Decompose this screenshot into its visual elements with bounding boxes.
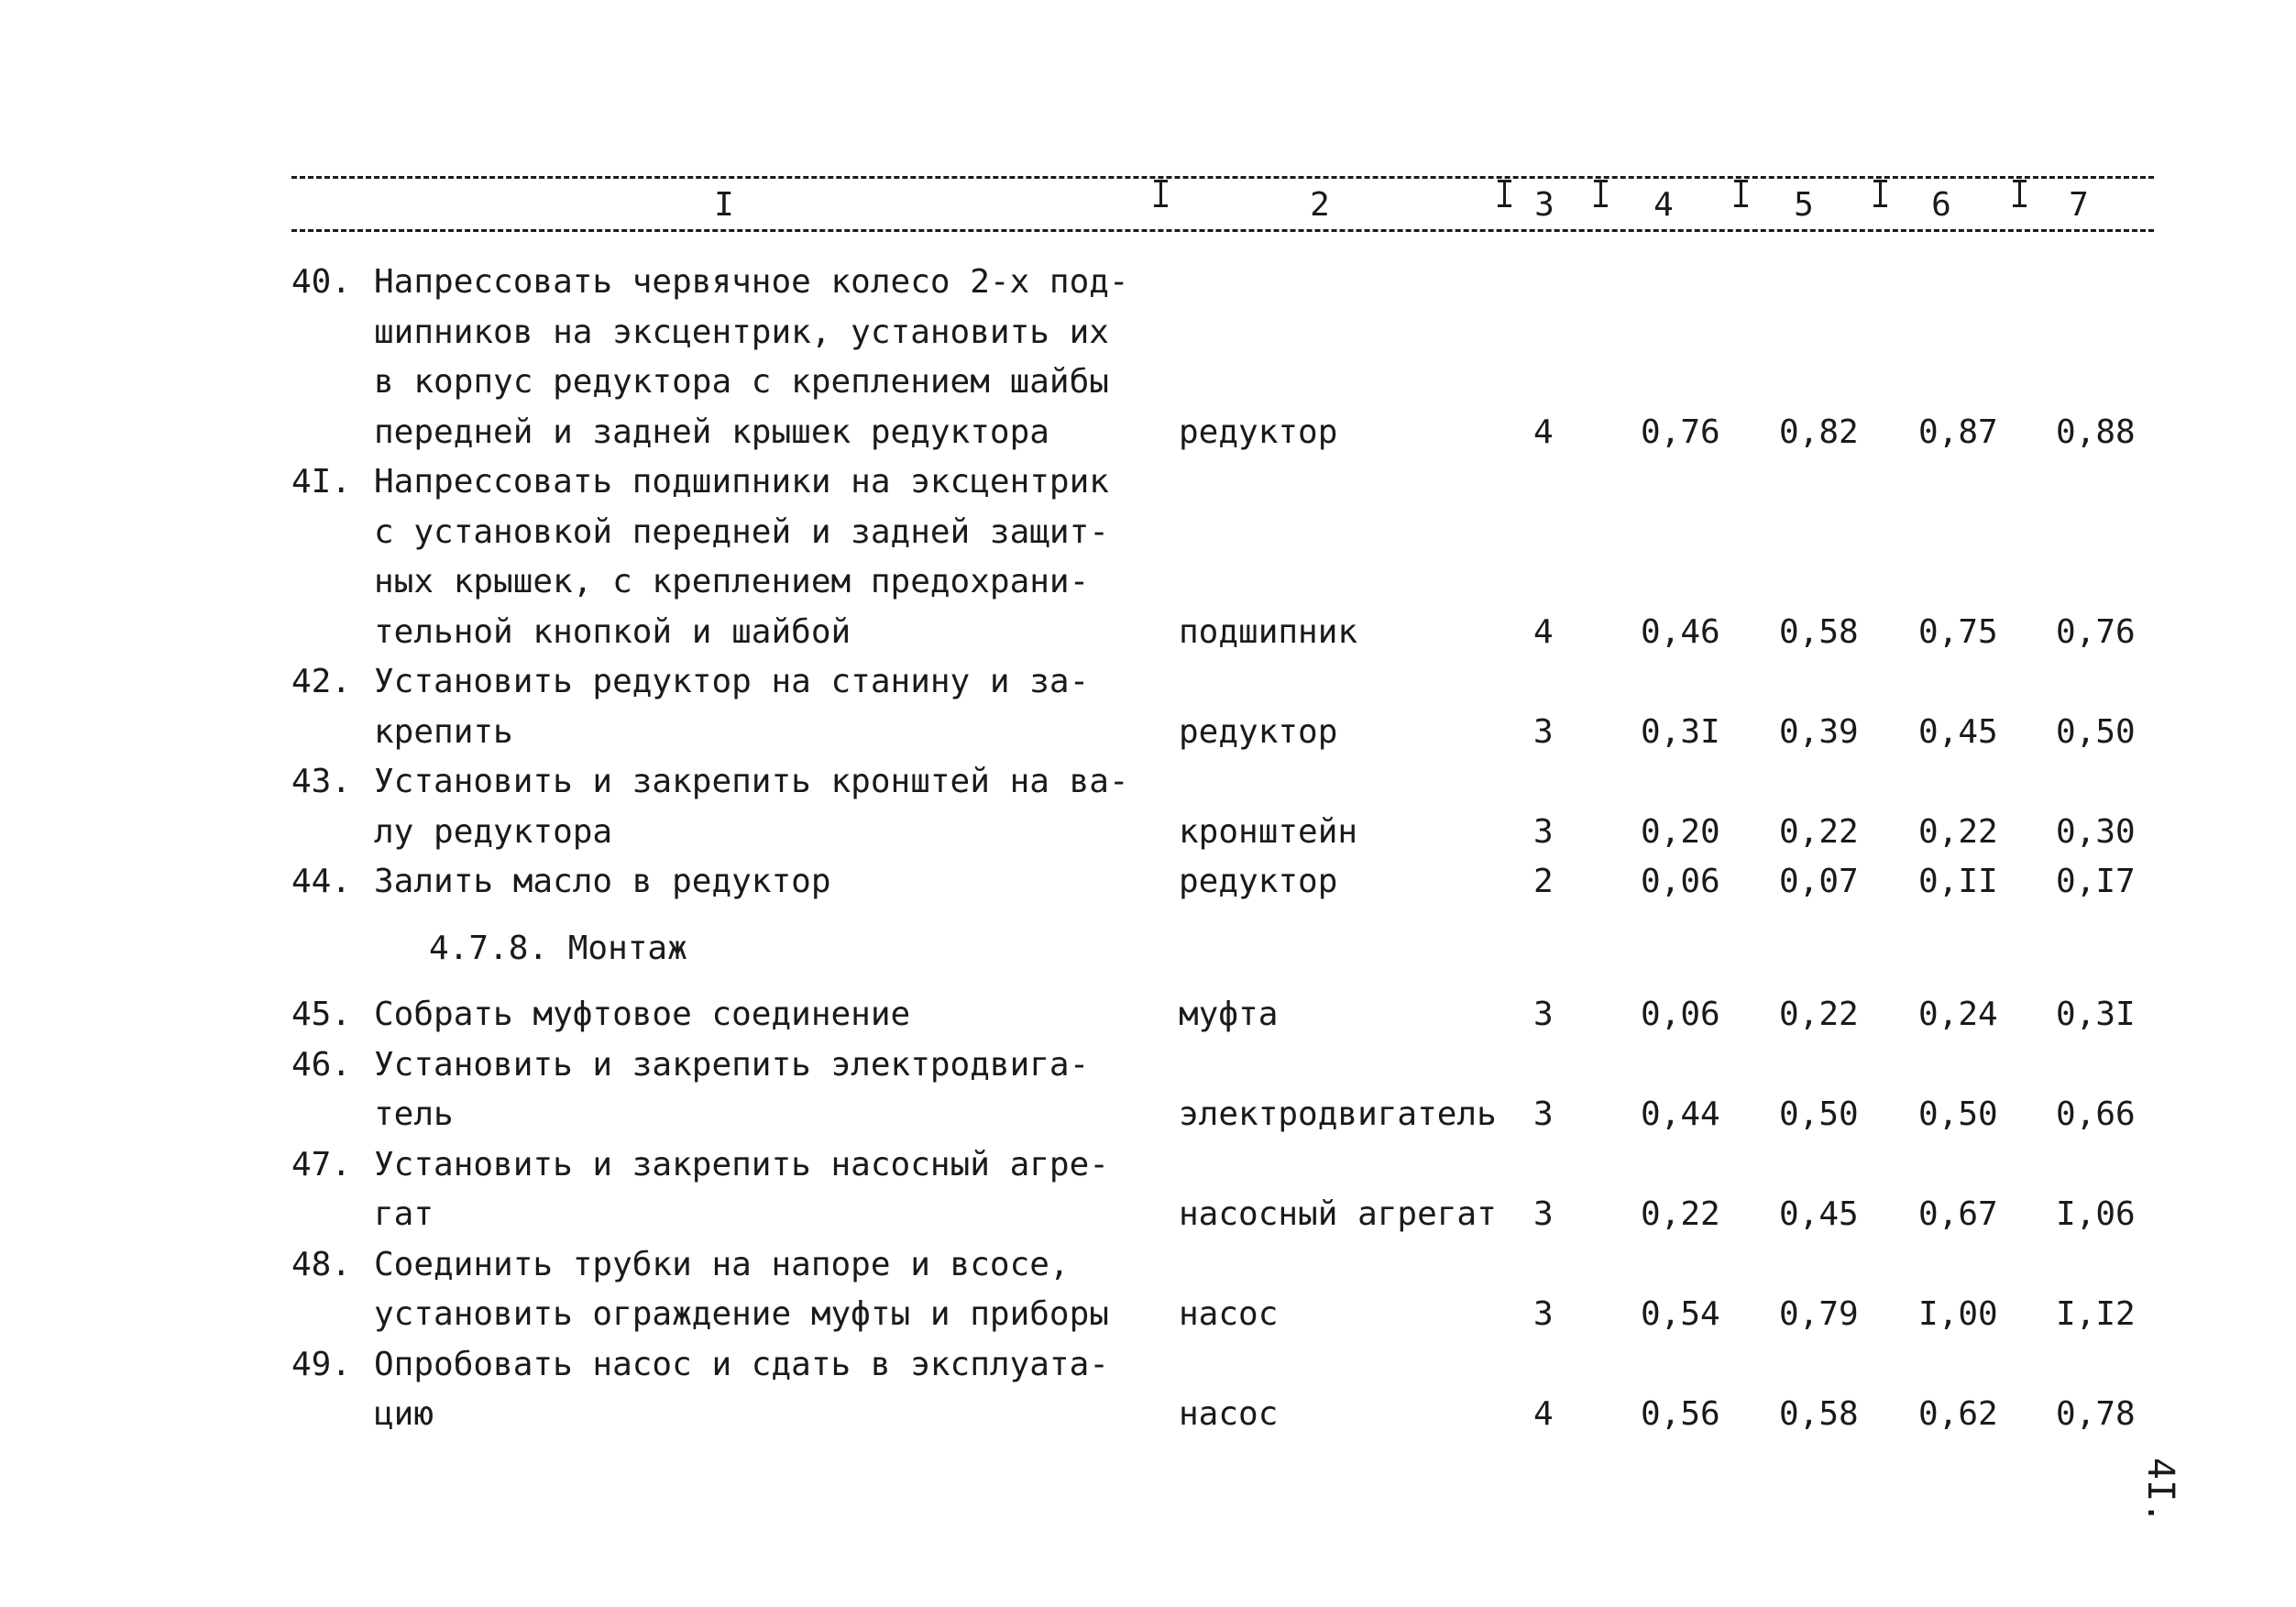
object-name: электродвигатель <box>1179 1095 1497 1133</box>
value-col-3: 2 <box>1533 863 1554 900</box>
header-bottom-rule <box>291 229 2154 232</box>
operation-text: Установить и закрепить электродвига- тель <box>374 1045 1090 1133</box>
value-col-7: 0,66 <box>2056 1095 2136 1133</box>
object-name: насосный агрегат <box>1179 1195 1497 1233</box>
value-col-3: 3 <box>1533 812 1554 851</box>
col-header-1: I <box>714 186 734 224</box>
value-col-6: 0,87 <box>1918 413 1998 451</box>
value-col-6: I,00 <box>1918 1295 1998 1333</box>
object-name: редуктор <box>1179 863 1338 900</box>
object-name: муфта <box>1179 996 1279 1033</box>
object-name: кронштейн <box>1179 812 1358 851</box>
value-col-4: 0,06 <box>1641 996 1720 1033</box>
value-col-3: 3 <box>1533 712 1554 751</box>
row-number: 49. <box>291 1345 352 1383</box>
col-header-3: 3 <box>1534 186 1554 224</box>
row-number: 4I. <box>291 463 352 501</box>
value-col-7: 0,3I <box>2056 996 2136 1033</box>
value-col-5: 0,45 <box>1779 1195 1859 1233</box>
value-col-6: 0,75 <box>1918 612 1998 651</box>
value-col-5: 0,50 <box>1779 1095 1859 1133</box>
table-row <box>291 1340 2161 1440</box>
value-col-7: 0,78 <box>2056 1395 2136 1433</box>
value-col-5: 0,82 <box>1779 413 1859 451</box>
value-col-3: 4 <box>1533 1395 1554 1433</box>
header-top-rule <box>291 176 2154 179</box>
table-row <box>291 857 2161 908</box>
col-header-4: 4 <box>1653 186 1674 224</box>
value-col-7: 0,88 <box>2056 413 2136 451</box>
value-col-5: 0,79 <box>1779 1295 1859 1333</box>
value-col-6: 0,67 <box>1918 1195 1998 1233</box>
col-separator <box>1879 180 1882 207</box>
value-col-4: 0,54 <box>1641 1295 1720 1333</box>
operation-text: Напрессовать подшипники на эксцентрик с установкой передней и задней защит- ных крышек, с креплением предохрани- тельной кнопкой и шайбой <box>374 463 1109 651</box>
operation-text: Установить редуктор на станину и за- крепить <box>374 663 1090 751</box>
value-col-3: 3 <box>1533 1295 1554 1333</box>
value-col-6: 0,24 <box>1918 996 1998 1033</box>
table-row <box>291 457 2161 657</box>
object-name: насос <box>1179 1295 1279 1333</box>
value-col-4: 0,56 <box>1641 1395 1720 1433</box>
value-col-4: 0,44 <box>1641 1095 1720 1133</box>
object-name: насос <box>1179 1395 1279 1433</box>
value-col-3: 3 <box>1533 1195 1554 1233</box>
operation-text: Опробовать насос и сдать в эксплуата- цию <box>374 1345 1109 1433</box>
row-number: 47. <box>291 1145 352 1183</box>
value-col-3: 3 <box>1533 996 1554 1033</box>
table-row <box>291 1040 2161 1140</box>
operation-text: Установить и закрепить насосный агре- гат <box>374 1145 1109 1233</box>
row-number: 44. <box>291 863 352 900</box>
col-separator <box>2018 180 2021 207</box>
value-col-6: 0,50 <box>1918 1095 1998 1133</box>
table-row <box>291 1140 2161 1240</box>
operation-text: Соединить трубки на напоре и всосе, установить ограждение муфты и приборы <box>374 1245 1109 1333</box>
row-number: 46. <box>291 1045 352 1084</box>
col-header-7: 7 <box>2069 186 2089 224</box>
value-col-7: 0,76 <box>2056 612 2136 651</box>
value-col-7: 0,30 <box>2056 812 2136 851</box>
row-number: 40. <box>291 263 352 301</box>
table-row <box>291 990 2161 1040</box>
object-name: редуктор <box>1179 712 1338 751</box>
value-col-6: 0,62 <box>1918 1395 1998 1433</box>
value-col-4: 0,06 <box>1641 863 1720 900</box>
operation-text: Установить и закрепить кронштей на ва- лу редуктора <box>374 763 1129 851</box>
col-header-5: 5 <box>1794 186 1814 224</box>
value-col-4: 0,46 <box>1641 612 1720 651</box>
row-number: 45. <box>291 996 352 1033</box>
value-col-7: 0,I7 <box>2056 863 2136 900</box>
col-header-2: 2 <box>1310 186 1330 224</box>
col-separator <box>1503 180 1506 207</box>
value-col-3: 4 <box>1533 612 1554 651</box>
object-name: подшипник <box>1179 612 1358 651</box>
value-col-4: 0,3I <box>1641 712 1720 751</box>
value-col-7: 0,50 <box>2056 712 2136 751</box>
col-header-6: 6 <box>1931 186 1951 224</box>
value-col-5: 0,58 <box>1779 612 1859 651</box>
value-col-6: 0,22 <box>1918 812 1998 851</box>
table-row <box>291 657 2161 757</box>
value-col-4: 0,22 <box>1641 1195 1720 1233</box>
page-number: 4I. <box>2139 1458 2181 1524</box>
value-col-3: 4 <box>1533 413 1554 451</box>
table-row <box>291 1240 2161 1340</box>
table-body <box>291 258 2161 1440</box>
value-col-5: 0,07 <box>1779 863 1859 900</box>
value-col-4: 0,76 <box>1641 413 1720 451</box>
section-title: 4.7.8. Монтаж <box>429 929 687 967</box>
table-row <box>291 757 2161 857</box>
value-col-7: I,I2 <box>2056 1295 2136 1333</box>
value-col-5: 0,58 <box>1779 1395 1859 1433</box>
value-col-5: 0,22 <box>1779 812 1859 851</box>
col-separator <box>1599 180 1602 207</box>
value-col-6: 0,45 <box>1918 712 1998 751</box>
row-number: 42. <box>291 663 352 700</box>
operation-text: Напрессовать червячное колесо 2-х под- шипников на эксцентрик, установить их в корпус редуктора с креплением шайбы передней и задней крышек редуктора <box>374 263 1129 451</box>
rows-group-b <box>291 990 2161 1440</box>
value-col-5: 0,39 <box>1779 712 1859 751</box>
value-col-6: 0,II <box>1918 863 1998 900</box>
operation-text: Собрать муфтовое соединение <box>374 996 911 1033</box>
col-separator <box>1740 180 1742 207</box>
value-col-7: I,06 <box>2056 1195 2136 1233</box>
row-number: 43. <box>291 763 352 800</box>
col-separator <box>1159 180 1162 207</box>
operation-text: Залить масло в редуктор <box>374 863 831 900</box>
value-col-3: 3 <box>1533 1095 1554 1133</box>
table-row <box>291 258 2161 457</box>
row-number: 48. <box>291 1245 352 1283</box>
object-name: редуктор <box>1179 413 1338 451</box>
rows-group-a <box>291 258 2161 908</box>
value-col-4: 0,20 <box>1641 812 1720 851</box>
value-col-5: 0,22 <box>1779 996 1859 1033</box>
